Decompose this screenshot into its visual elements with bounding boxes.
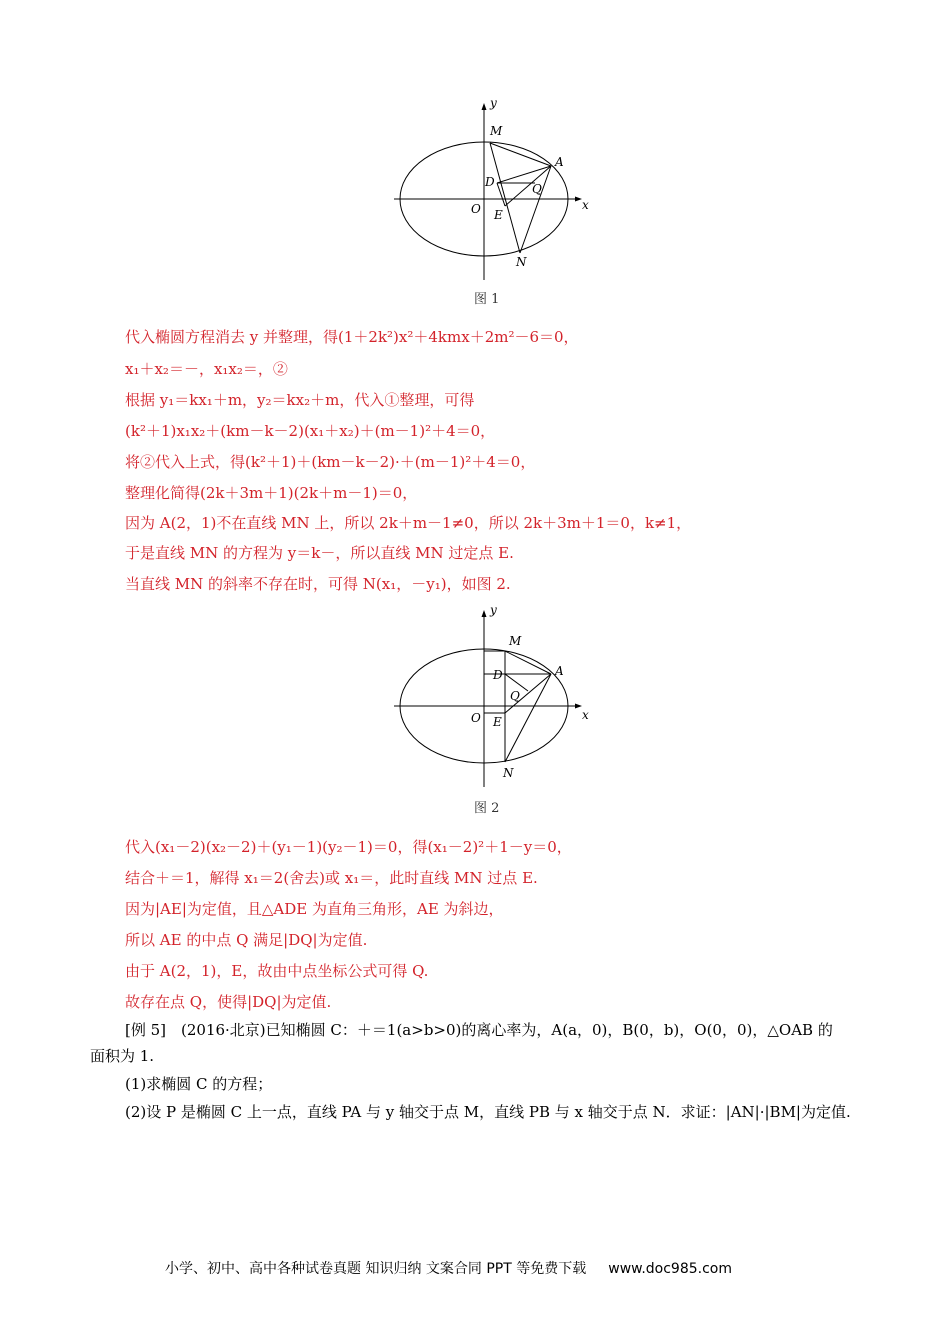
- figure-2-diagram: [390, 605, 600, 790]
- fig2-label-Q: Q: [510, 689, 520, 703]
- solution-line-4: (k²＋1)x₁x₂＋(km－k－2)(x₁＋x₂)＋(m－1)²＋4＝0，: [125, 422, 496, 440]
- fig1-label-M: M: [490, 124, 503, 138]
- example5-question-1: (1)求椭圆 C 的方程；: [125, 1075, 273, 1093]
- solution-line-13: 所以 AE 的中点 Q 满足|DQ|为定值.: [125, 931, 368, 949]
- solution-line-7: 因为 A(2，1)不在直线 MN 上，所以 2k＋m－1≠0，所以 2k＋3m＋1＝0，k≠1，: [125, 514, 692, 532]
- fig1-label-D: D: [485, 175, 495, 189]
- example5-line-2: 面积为 1.: [90, 1047, 155, 1065]
- fig2-label-O: O: [471, 711, 481, 725]
- solution-line-5: 将②代入上式，得(k²＋1)＋(km－k－2)·＋(m－1)²＋4＝0，: [125, 453, 536, 471]
- figure-1: [390, 98, 600, 283]
- solution-line-10: 代入(x₁－2)(x₂－2)＋(y₁－1)(y₂－1)＝0，得(x₁－2)²＋1－y＝0，: [125, 838, 572, 856]
- solution-line-8: 于是直线 MN 的方程为 y＝k－，所以直线 MN 过定点 E.: [125, 544, 514, 562]
- fig1-label-y: y: [490, 98, 497, 110]
- solution-line-14: 由于 A(2，1)，E，故由中点坐标公式可得 Q.: [125, 962, 429, 980]
- figure-1-caption: 图 1: [474, 292, 500, 307]
- fig1-label-Q: Q: [532, 182, 542, 196]
- fig2-label-E: E: [493, 715, 502, 729]
- fig2-label-y: y: [490, 605, 497, 617]
- figure-2-caption: 图 2: [474, 801, 500, 816]
- solution-line-6: 整理化简得(2k＋3m＋1)(2k＋m－1)＝0，: [125, 484, 418, 502]
- solution-line-3: 根据 y₁＝kx₁＋m，y₂＝kx₂＋m，代入①整理，可得: [125, 391, 475, 409]
- solution-line-9: 当直线 MN 的斜率不存在时，可得 N(x₁，－y₁)，如图 2.: [125, 575, 511, 593]
- page-footer: [165, 1258, 732, 1278]
- figure-1-diagram: [390, 98, 600, 283]
- fig1-label-A: A: [555, 155, 564, 169]
- fig2-label-x: x: [582, 708, 589, 722]
- fig2-label-A: A: [555, 664, 564, 678]
- fig2-label-D: D: [493, 668, 503, 682]
- footer-url[interactable]: www.doc985.com: [608, 1261, 732, 1277]
- footer-text: 小学、初中、高中各种试卷真题 知识归纳 文案合同 PPT 等免费下载: [165, 1261, 587, 1277]
- solution-line-12: 因为|AE|为定值，且△ADE 为直角三角形，AE 为斜边，: [125, 900, 504, 918]
- fig2-label-M: M: [509, 634, 522, 648]
- solution-line-15: 故存在点 Q，使得|DQ|为定值.: [125, 993, 332, 1011]
- solution-line-2: x₁＋x₂＝－，x₁x₂＝，②: [125, 360, 288, 378]
- solution-line-1: 代入椭圆方程消去 y 并整理，得(1＋2k²)x²＋4kmx＋2m²－6＝0，: [125, 328, 579, 346]
- fig1-label-O: O: [471, 202, 481, 216]
- fig1-label-N: N: [516, 255, 527, 269]
- example5-question-2: (2)设 P 是椭圆 C 上一点，直线 PA 与 y 轴交于点 M，直线 PB 与 x 轴交于点 N．求证：|AN|·|BM|为定值.: [125, 1103, 851, 1121]
- fig1-label-x: x: [582, 198, 589, 212]
- example5-line-1: [例 5] (2016·北京)已知椭圆 C：＋＝1(a>b>0)的离心率为，A(a，0)，B(0，b)，O(0，0)，△OAB 的: [125, 1021, 833, 1039]
- figure-2: [390, 605, 600, 790]
- fig1-label-E: E: [494, 208, 503, 222]
- fig2-label-N: N: [503, 766, 514, 780]
- solution-line-11: 结合＋＝1，解得 x₁＝2(舍去)或 x₁＝，此时直线 MN 过点 E.: [125, 869, 538, 887]
